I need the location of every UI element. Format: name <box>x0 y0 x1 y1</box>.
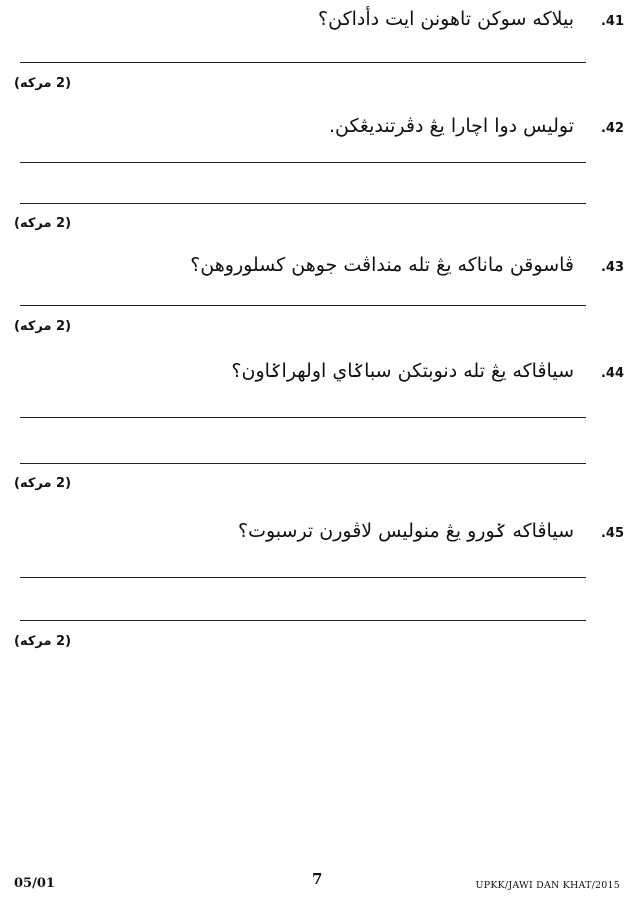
answer-line[interactable] <box>20 203 586 204</box>
question-42-text: توليس دوا اچارا يڠ دڤرتنديڠكن. <box>328 115 574 137</box>
answer-line[interactable] <box>20 620 586 621</box>
question-44-text: سياڤاكه يڠ تله دنوبتكن سباݢاي اولهراݢاون؟ <box>231 360 574 382</box>
question-41-number: .41 <box>600 14 624 29</box>
question-42-number: .42 <box>600 121 624 136</box>
question-43-marks: (2 مركه) <box>14 319 72 334</box>
answer-line[interactable] <box>20 62 586 63</box>
page-number: 7 <box>312 870 323 888</box>
question-44-marks: (2 مركه) <box>14 476 72 491</box>
answer-line[interactable] <box>20 417 586 418</box>
answer-line[interactable] <box>20 577 586 578</box>
question-44-number: .44 <box>600 366 624 381</box>
question-43-text: ڤاسوقن ماناكه يڠ تله منداڤت جوهن كسلوروهن؟ <box>190 254 574 276</box>
question-45-number: .45 <box>600 526 624 541</box>
answer-line[interactable] <box>20 305 586 306</box>
answer-line[interactable] <box>20 463 586 464</box>
question-43-number: .43 <box>600 260 624 275</box>
paper-code: 05/01 <box>14 876 55 891</box>
question-45-text: سياڤاكه ݢورو يڠ منوليس لاڤورن ترسبوت؟ <box>238 520 574 542</box>
question-41-line <box>318 8 624 30</box>
question-42-marks: (2 مركه) <box>14 216 72 231</box>
question-44-line <box>231 360 624 382</box>
answer-line[interactable] <box>20 162 586 163</box>
exam-title: UPKK/JAWI DAN KHAT/2015 <box>475 880 620 891</box>
question-42-line <box>329 115 624 137</box>
question-45-marks: (2 مركه) <box>14 634 72 649</box>
question-43-line <box>190 254 624 276</box>
question-45-line <box>238 520 624 542</box>
question-41-marks: (2 مركه) <box>14 76 72 91</box>
question-41-text: بيلاكه سوكن تاهونن ايت دأداكن؟ <box>318 8 574 30</box>
